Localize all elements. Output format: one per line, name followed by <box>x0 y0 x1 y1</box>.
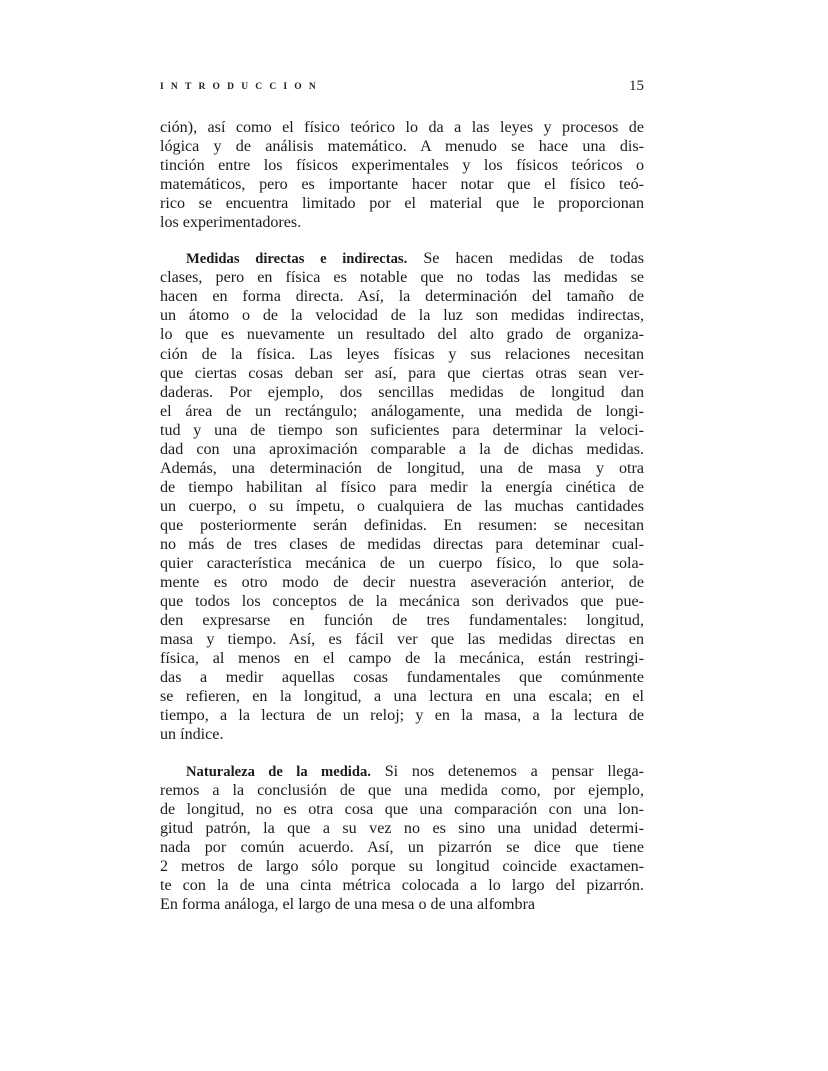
line-text: Se hacen medidas de todas <box>407 250 645 268</box>
text-line <box>160 287 644 306</box>
text-line <box>160 781 644 800</box>
line-text: matemáticos, pero es importante hacer notar que el físico teó- <box>160 176 644 194</box>
line-text: de longitud, no es otra cosa que una comparación con una lon- <box>160 800 644 818</box>
line-text: rico se encuentra limitado por el material que le proporcionan <box>160 195 644 213</box>
line-text: lógica y de análisis matemático. A menudo se hace una dis- <box>160 138 644 156</box>
text-line <box>160 592 644 611</box>
text-line <box>160 687 644 706</box>
page-number: 15 <box>629 78 644 94</box>
line-text: un cuerpo, o su ímpetu, o cualquiera de las muchas cantidades <box>160 497 644 515</box>
line-text: ción), así como el físico teórico lo da a las leyes y procesos de <box>160 119 644 136</box>
text-line <box>160 325 644 344</box>
line-text: un átomo o de la velocidad de la luz son medidas indirectas, <box>160 307 644 325</box>
line-text: das a medir aquellas cosas fundamentales que comúnmente <box>160 669 644 687</box>
section-heading: Naturaleza de la medida. <box>186 763 371 780</box>
line-text: tinción entre los físicos experimentales y los físicos teóricos o <box>160 157 644 175</box>
text-line <box>160 819 644 838</box>
text-line <box>160 175 644 194</box>
line-text: gitud patrón, la que a su vez no es sino una unidad determi- <box>160 819 644 837</box>
text-line <box>160 895 644 914</box>
line-text: tud y una de tiempo son suficientes para determinar la veloci- <box>160 421 644 439</box>
text-line <box>160 573 644 592</box>
line-text: te con la de una cinta métrica colocada a lo largo del pizarrón. <box>160 876 644 894</box>
book-page <box>160 78 644 914</box>
line-text: 2 metros de largo sólo porque su longitud coincide exactamen- <box>160 857 644 875</box>
line-text: Si nos detenemos a pensar llega- <box>370 762 644 780</box>
line-text: que posteriormente serán definidas. En resumen: se necesitan <box>160 516 644 534</box>
text-line <box>160 421 644 440</box>
line-text: se refieren, en la longitud, a una lectura en una escala; en el <box>160 688 644 706</box>
text-line <box>160 554 644 573</box>
text-line <box>160 668 644 687</box>
text-line <box>160 268 644 287</box>
text-line <box>160 630 644 649</box>
line-text: tiempo, a la lectura de un reloj; y en la masa, a la lectura de <box>160 707 644 725</box>
text-line <box>160 459 644 478</box>
text-line <box>160 800 644 819</box>
line-text: no más de tres clases de medidas directas para deteminar cual- <box>160 535 644 553</box>
text-line <box>160 249 644 268</box>
line-text: quier característica mecánica de un cuerpo físico, lo que sola- <box>160 555 644 573</box>
text-line <box>160 118 644 137</box>
line-text: un índice. <box>160 726 224 744</box>
line-text: de tiempo habilitan al físico para medir la energía cinética de <box>160 478 644 496</box>
text-line <box>160 402 644 421</box>
text-line <box>160 440 644 459</box>
line-text: nada por común acuerdo. Así, un pizarrón se dice que tiene <box>160 838 644 856</box>
line-text: hacen en forma directa. Así, la determinación del tamaño de <box>160 288 644 306</box>
running-title: INTRODUCCION <box>160 82 323 92</box>
text-line <box>160 497 644 516</box>
line-text: mente es otro modo de decir nuestra aseveración anterior, de <box>160 574 644 592</box>
line-text: Además, una determinación de longitud, una de masa y otra <box>160 459 644 477</box>
text-line <box>160 383 644 402</box>
paragraph <box>160 249 644 744</box>
text-line <box>160 725 644 744</box>
text-line <box>160 345 644 364</box>
text-line <box>160 762 644 781</box>
text-line <box>160 306 644 325</box>
text-line <box>160 137 644 156</box>
text-line <box>160 876 644 895</box>
line-text: clases, pero en física es notable que no todas las medidas se <box>160 269 644 287</box>
paragraph <box>160 762 644 914</box>
paragraph <box>160 118 644 232</box>
text-line <box>160 535 644 554</box>
line-text: los experimentadores. <box>160 214 302 232</box>
line-text: dad con una aproximación comparable a la de dichas medidas. <box>160 440 644 458</box>
line-text: En forma análoga, el largo de una mesa o de una alfombra <box>160 895 536 913</box>
line-text: física, al menos en el campo de la mecánica, están restringi- <box>160 650 644 668</box>
running-head <box>160 78 644 100</box>
line-text: el área de un rectángulo; análogamente, una medida de longi- <box>160 402 644 420</box>
body-text <box>160 118 644 914</box>
text-line <box>160 857 644 876</box>
text-line <box>160 649 644 668</box>
text-line <box>160 611 644 630</box>
text-line <box>160 213 644 232</box>
line-text: masa y tiempo. Así, es fácil ver que las medidas directas en <box>160 631 644 649</box>
text-line <box>160 194 644 213</box>
line-text: lo que es nuevamente un resultado del alto grado de organiza- <box>160 326 644 344</box>
line-text: que ciertas cosas deban ser así, para que ciertas otras sean ver- <box>160 364 644 382</box>
text-line <box>160 706 644 725</box>
text-line <box>160 838 644 857</box>
text-line <box>160 478 644 497</box>
line-text: den expresarse en función de tres fundamentales: longitud, <box>160 612 644 630</box>
line-text: daderas. Por ejemplo, dos sencillas medidas de longitud dan <box>160 383 644 401</box>
line-text: ción de la física. Las leyes físicas y sus relaciones necesitan <box>160 345 644 363</box>
section-heading: Medidas directas e indirectas. <box>186 251 408 268</box>
text-line <box>160 516 644 535</box>
text-line <box>160 364 644 383</box>
line-text: remos a la conclusión de que una medida como, por ejemplo, <box>160 781 644 799</box>
text-line <box>160 156 644 175</box>
line-text: que todos los conceptos de la mecánica son derivados que pue- <box>160 593 644 611</box>
